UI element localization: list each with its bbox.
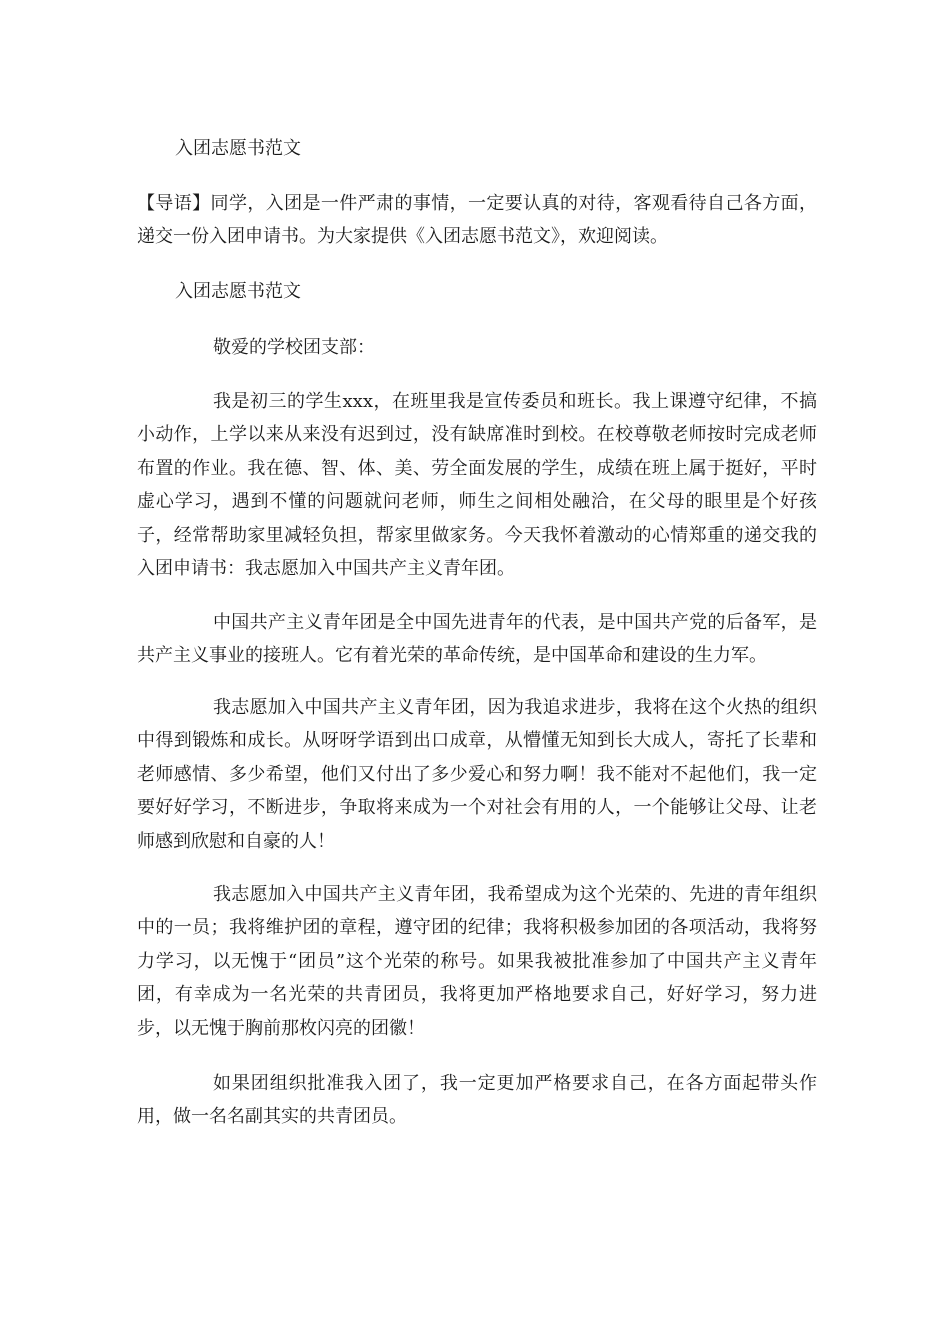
body-paragraph-2: 中国共产主义青年团是全中国先进青年的代表，是中国共产党的后备军，是共产主义事业的接班人。它有着光荣的革命传统，是中国革命和建设的生力军。 [137,612,817,667]
body-paragraph-1: 我是初三的学生xxx，在班里我是宣传委员和班长。我上课遵守纪律，不搞小动作，上学以来从来没有迟到过，没有缺席准时到校。在校尊敬老师按时完成老师布置的作业。我在德、智、体、美、劳全面发展的学生，成绩在班上属于挺好，平时虚心学习，遇到不懂的问题就问老师，师生之间相处融洽，在父母的眼里是个好孩子，经常帮助家里减轻负担，帮家里做家务。今天我怀着激动的心情郑重的递交我的入团申请书：我志愿加入中国共产主义青年团。 [137,391,817,580]
body-paragraph-3: 我志愿加入中国共产主义青年团，因为我追求进步，我将在这个火热的组织中得到锻炼和成长。从呀呀学语到出口成章，从懵懂无知到长大成人，寄托了长辈和老师感情、多少希望，他们又付出了多少爱心和努力啊！我不能对不起他们，我一定要好好学习，不断进步，争取将来成为一个对社会有用的人，一个能够让父母、让老师感到欣慰和自豪的人！ [137,697,817,852]
salutation: 敬爱的学校团支部： [213,337,375,358]
document-subtitle: 入团志愿书范文 [175,281,301,302]
intro-paragraph: 【导语】同学，入团是一件严肃的事情，一定要认真的对待，客观看待自己各方面，递交一份入团申请书。为大家提供《入团志愿书范文》，欢迎阅读。 [137,193,817,248]
body-paragraph-5: 如果团组织批准我入团了，我一定更加严格要求自己，在各方面起带头作用，做一名名副其实的共青团员。 [137,1073,817,1128]
document-title: 入团志愿书范文 [175,138,301,159]
body-paragraph-4: 我志愿加入中国共产主义青年团，我希望成为这个光荣的、先进的青年组织中的一员；我将维护团的章程，遵守团的纪律；我将积极参加团的各项活动，我将努力学习，以无愧于“团员”这个光荣的称号。如果我被批准参加了中国共产主义青年团，有幸成为一名光荣的共青团员，我将更加严格地要求自己，好好学习，努力进步，以无愧于胸前那枚闪亮的团徽！ [137,884,817,1039]
